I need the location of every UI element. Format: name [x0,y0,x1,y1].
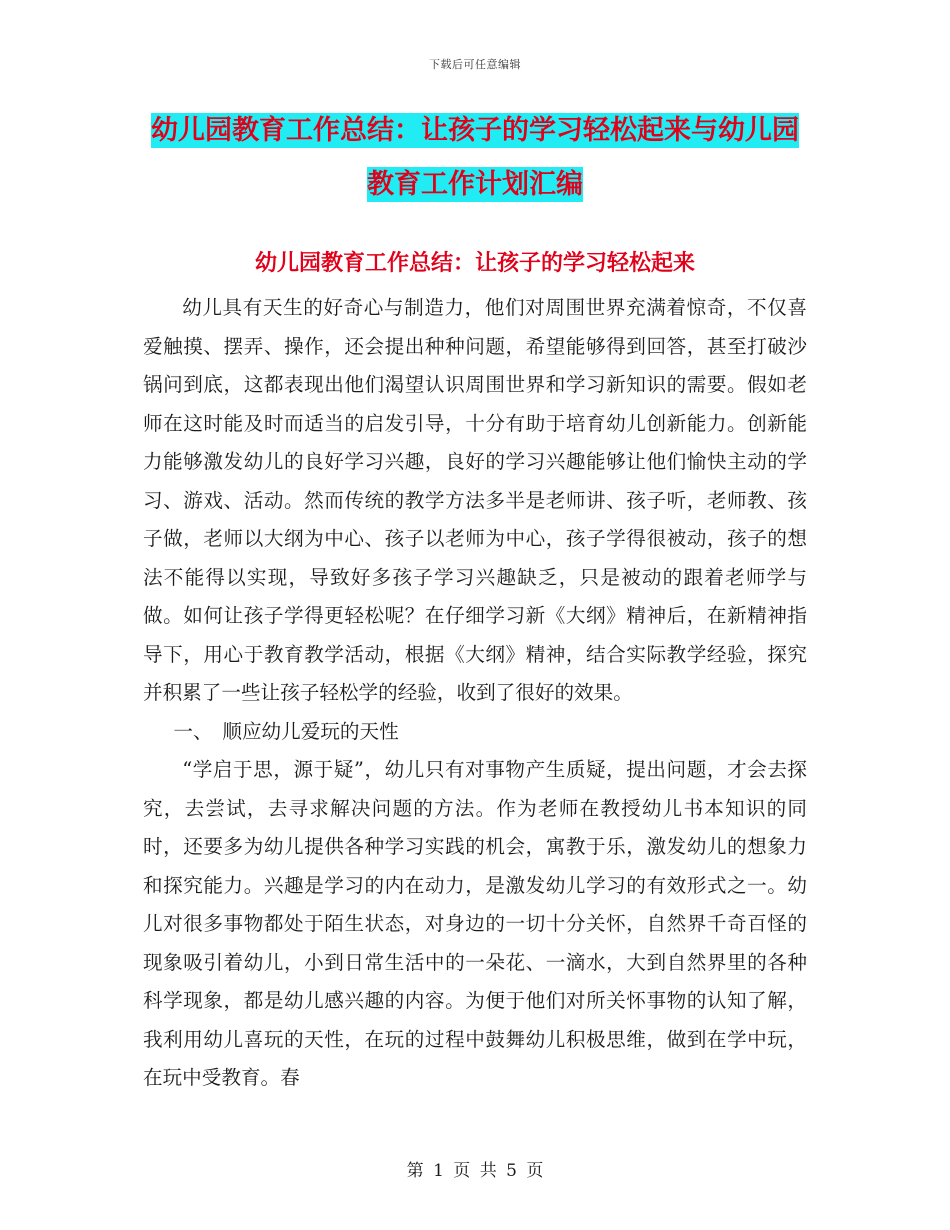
page-footer: 第 1 页 共 5 页 [406,1161,544,1181]
paragraph-play-nature: “学启于思，源于疑”，幼儿只有对事物产生质疑，提出问题，才会去探究，去尝试，去寻求解决问题的方法。作为老师在教授幼儿书本知识的同时，还要多为幼儿提供各种学习实践的机会，寓教于乐，激发幼儿的想象力和探究能力。兴趣是学习的内在动力，是激发幼儿学习的有效形式之一。幼儿对很多事物都处于陌生状态，对身边的一切十分关怀，自然界千奇百怪的现象吸引着幼儿，小到日常生活中的一朵花、一滴水，大到自然界里的各种科学现象，都是幼儿感兴趣的内容。为便于他们对所关怀事物的认知了解，我利用幼儿喜玩的天性，在玩的过程中鼓舞幼儿积极思维，做到在学中玩，在玩中受教育。春 [143,758,807,1089]
document-title-text: 幼儿园教育工作总结：让孩子的学习轻松起来与幼儿园教育工作计划汇编 [151,115,799,200]
section-heading-1: 一、 顺应幼儿爱玩的天性 [173,719,399,743]
document-title [150,104,800,212]
paragraph-intro: 幼儿具有天生的好奇心与制造力，他们对周围世界充满着惊奇，不仅喜爱触摸、摆弄、操作，还会提出种种问题，希望能够得到回答，甚至打破沙锅问到底，这都表现出他们渴望认识周围世界和学习新知识的需要。假如老师在这时能及时而适当的启发引导，十分有助于培育幼儿创新能力。创新能力能够激发幼儿的良好学习兴趣，良好的学习兴趣能够让他们愉快主动的学习、游戏、活动。然而传统的教学方法多半是老师讲、孩子听，老师教、孩子做，老师以大纲为中心、孩子以老师为中心，孩子学得很被动，孩子的想法不能得以实现，导致好多孩子学习兴趣缺乏，只是被动的跟着老师学与做。如何让孩子学得更轻松呢？在仔细学习新《大纲》精神后，在新精神指导下，用心于教育教学活动，根据《大纲》精神，结合实际教学经验，探究并积累了一些让孩子轻松学的经验，收到了很好的效果。 [143,296,807,704]
section-title: 幼儿园教育工作总结：让孩子的学习轻松起来 [254,251,695,276]
header-note: 下载后可任意编辑 [429,58,521,71]
body-text [143,289,807,1098]
